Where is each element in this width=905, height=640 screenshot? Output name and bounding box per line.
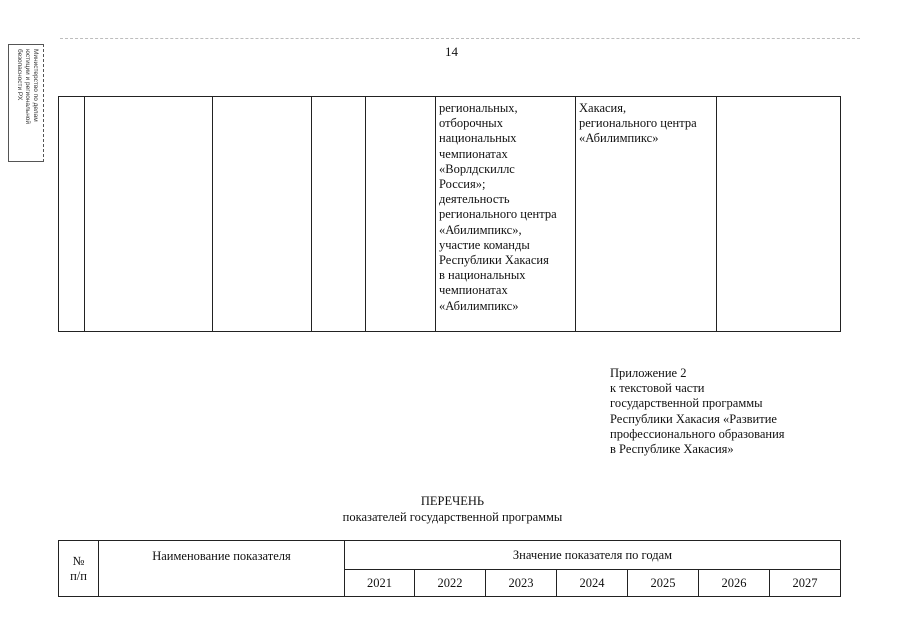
table-cell (312, 97, 366, 332)
year-header: 2023 (486, 570, 557, 597)
cell-line: «Абилимпикс», (439, 222, 522, 237)
cell-line: деятельность (439, 192, 510, 207)
cell-line: «Абилимпикс» (439, 298, 519, 313)
appendix-line: в Республике Хакасия» (610, 442, 734, 457)
values-column-header: Значение показателя по годам (345, 541, 841, 570)
appendix-line: профессионального образования (610, 426, 785, 441)
cell-line: чемпионатах (439, 146, 508, 161)
name-column-header: Наименование показателя (99, 541, 345, 597)
cell-line: Россия»; (439, 177, 486, 192)
cell-line: регионального центра (579, 116, 697, 131)
list-title: ПЕРЕЧЕНЬ (420, 494, 485, 508)
stamp-line: юстиции и региональной (24, 49, 31, 125)
cell-line: национальных (439, 131, 517, 146)
stamp-text (15, 49, 39, 161)
year-header: 2026 (699, 570, 770, 597)
cell-line: чемпионатах (439, 283, 508, 298)
year-header: 2021 (345, 570, 415, 597)
page-number: 14 (445, 44, 458, 59)
results-cell (576, 97, 717, 332)
table-cell (366, 97, 436, 332)
cell-line: участие команды (439, 237, 530, 252)
cell-line: Республики Хакасия (439, 253, 549, 268)
registration-stamp (8, 44, 44, 162)
stamp-line: Министерство по делам (32, 49, 39, 122)
header-line: п/п (70, 568, 87, 583)
cell-line: региональных, (439, 101, 518, 115)
cell-line: Хакасия, (579, 101, 627, 115)
cell-line: «Ворлдскиллс (439, 161, 515, 176)
appendix-line: к текстовой части (610, 381, 705, 396)
cell-line: «Абилимпикс» (579, 131, 659, 146)
year-header: 2022 (415, 570, 486, 597)
continuation-table (58, 96, 841, 332)
year-header: 2024 (557, 570, 628, 597)
appendix-line: Республики Хакасия «Развитие (610, 411, 777, 426)
number-column-header (59, 541, 99, 597)
stamp-line: безопасности РХ (16, 49, 23, 101)
appendix-line: государственной программы (610, 396, 763, 411)
appendix-line: Приложение 2 (610, 366, 687, 380)
table-cell (717, 97, 841, 332)
indicators-table (58, 540, 841, 597)
goals-cell (436, 97, 576, 332)
cell-line: в национальных (439, 268, 526, 283)
table-header-row (59, 541, 841, 570)
year-header: 2025 (628, 570, 699, 597)
cell-line: отборочных (439, 116, 503, 131)
year-header: 2027 (770, 570, 841, 597)
table-cell (213, 97, 312, 332)
table-cell (59, 97, 85, 332)
list-subtitle: показателей государственной программы (342, 510, 563, 524)
table-cell (85, 97, 213, 332)
scan-artifact-line (60, 38, 860, 39)
table-row (59, 97, 841, 332)
cell-line: регионального центра (439, 207, 557, 222)
header-line: № (72, 553, 85, 568)
appendix-note (610, 366, 785, 457)
